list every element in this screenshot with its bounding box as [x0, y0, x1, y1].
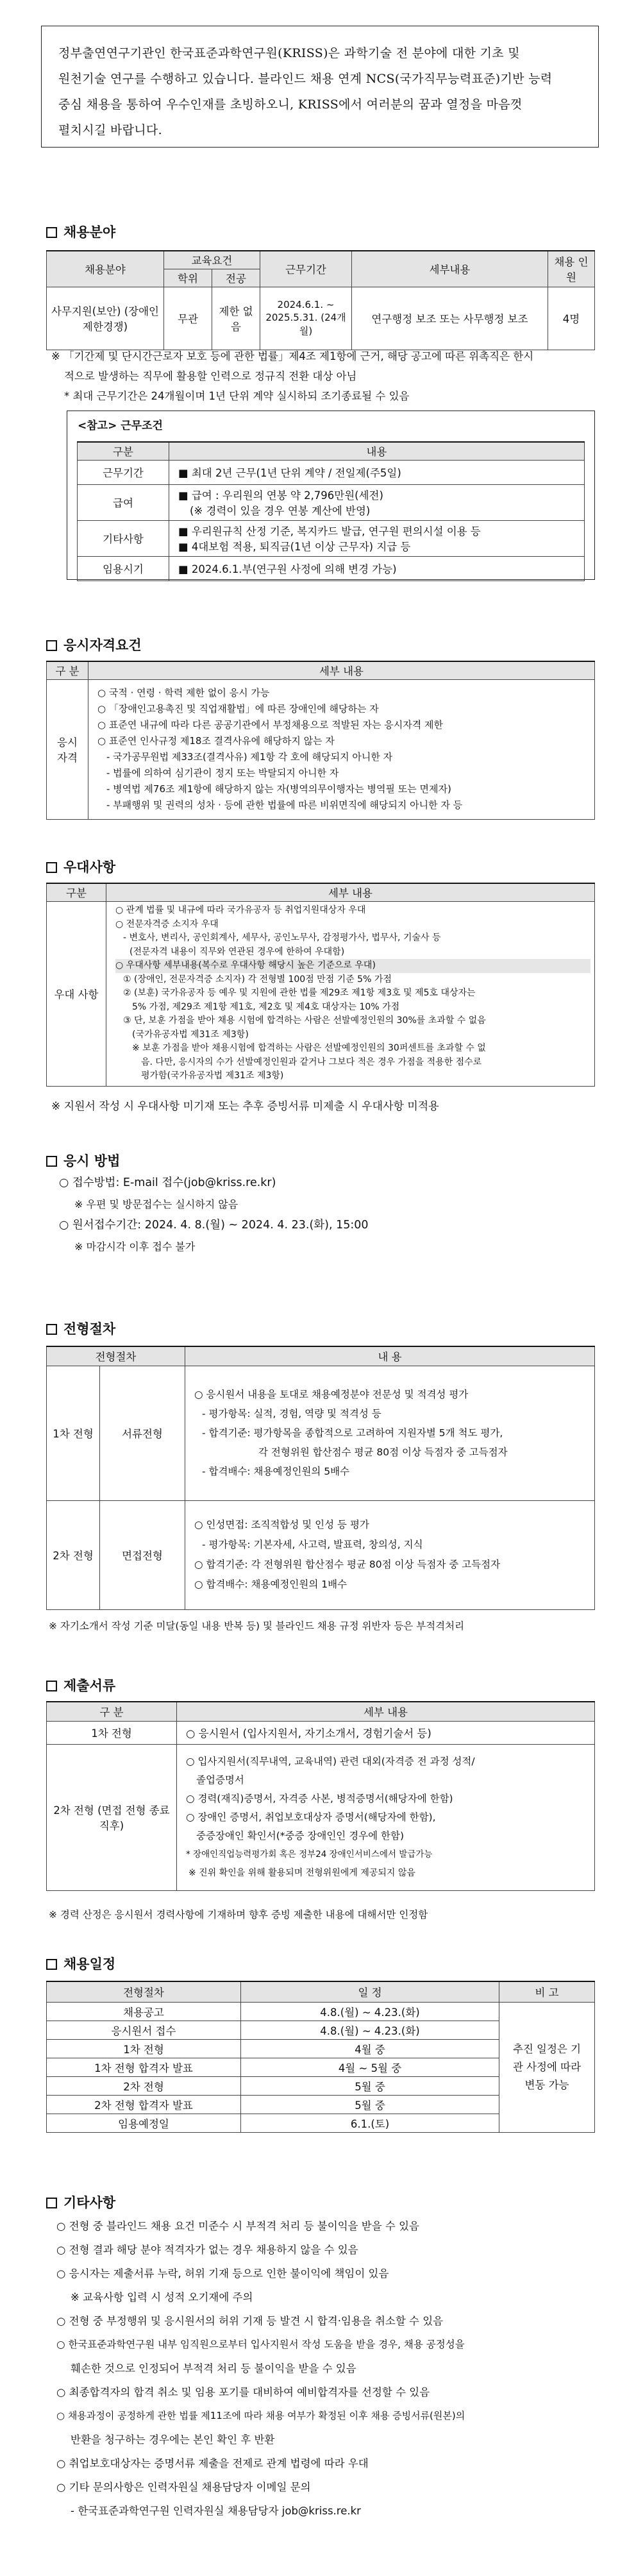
note-line: 적으로 발생하는 직무에 활용할 인력으로 정규직 전환 대상 아님 — [64, 370, 357, 382]
docs-stage1-detail: ○ 응시원서 (입사지원서, 자기소개서, 경험기술서 등) — [177, 1721, 595, 1744]
th-schedule-remark: 비 고 — [499, 1981, 595, 2002]
th-docs-kind: 구 분 — [47, 1702, 177, 1721]
section-title-field: 채용분야 — [46, 222, 115, 241]
th-process-step: 전형절차 — [47, 1346, 185, 1366]
etc-line: ○ 전형 결과 해당 분야 적격자가 없는 경우 채용하지 않을 수 있음 — [56, 2244, 358, 2256]
cond-value: ■ 급여 : 우리원의 연봉 약 2,796만원(세전) (※ 경력이 있을 경우 연봉 계산에 반영) — [169, 484, 585, 520]
schedule-date: 4월 중 — [241, 2039, 499, 2058]
th-docs-detail: 세부 내용 — [177, 1702, 595, 1721]
schedule-step: 1차 전형 합격자 발표 — [47, 2058, 241, 2076]
th-process-detail: 내 용 — [185, 1346, 595, 1366]
cell-detail: 연구행정 보조 또는 사무행정 보조 — [352, 287, 548, 350]
checkbox-icon — [46, 1681, 57, 1691]
pref-label: 우대 사항 — [47, 901, 106, 1086]
schedule-step: 2차 전형 합격자 발표 — [47, 2095, 241, 2114]
stage1-detail: ○ 응시원서 내용을 토대로 채용예정분야 전문성 및 적격성 평가 - 평가항목: 실적, 경험, 역량 및 적격성 등 - 합격기준: 평가항목을 종합적으로 고려하여 지원자별 5개 척도 평가, 각 전형위원 합산점수 평균 80점 이상 득점자 중 고득점자 - 합격배수: 채용예정인원의 5배수 — [185, 1366, 595, 1500]
schedule-date: 4.8.(월) ~ 4.23.(화) — [241, 2002, 499, 2021]
section-title-process: 전형절차 — [46, 1319, 115, 1338]
cell-degree: 무관 — [164, 287, 212, 350]
cond-value: ■ 2024.6.1.부(연구원 사정에 의해 변경 가능) — [169, 556, 585, 580]
etc-line: ○ 한국표준과학연구원 내부 임직원으로부터 입사지원서 작성 도움을 받을 경우, 채용 공정성을 — [56, 2339, 465, 2350]
th-field: 채용분야 — [47, 251, 164, 287]
stage2-label: 2차 전형 — [47, 1500, 100, 1609]
cond-key: 근무기간 — [78, 460, 169, 484]
conditions-title: <참고> 근무조건 — [78, 419, 163, 432]
intro-line: 원천기술 연구를 수행하고 있습니다. 블라인드 채용 연계 NCS(국가직무능력표준)기반 능력 — [58, 72, 553, 86]
th-count: 채용 인원 — [548, 251, 595, 287]
th-pref-detail: 세부 내용 — [106, 883, 595, 901]
th-schedule-step: 전형절차 — [47, 1981, 241, 2002]
th-schedule-date: 일 정 — [241, 1981, 499, 2002]
etc-line: - 한국표준과학연구원 인력자원실 채용담당자 job@kriss.re.kr — [71, 2505, 361, 2517]
conditions-table — [77, 441, 585, 581]
pref-note: ※ 지원서 작성 시 우대사항 미기재 또는 추후 증빙서류 미제출 시 우대사항 미적용 — [51, 1100, 439, 1113]
th-degree: 학위 — [164, 269, 212, 287]
th-pref-kind: 구분 — [47, 883, 106, 901]
field-table — [46, 250, 595, 350]
section-title-pref: 우대사항 — [46, 857, 115, 876]
docs-stage2-label: 2차 전형 (면접 전형 종료 직후) — [47, 1744, 177, 1890]
etc-line: ○ 전형 중 블라인드 채용 요건 미준수 시 부적격 처리 등 불이익을 받을 수 있음 — [56, 2220, 419, 2232]
cell-major: 제한 없음 — [212, 287, 260, 350]
pref-detail: ○ 관계 법률 및 내규에 따라 국가유공자 등 취업지원대상자 우대 ○ 전문자격증 소지자 우대 - 변호사, 변리사, 공인회계사, 세무사, 공인노무사, 감정평가사, 법무사, 기술사 등 (전문자격 내용이 직무와 연관된 경우에 한하여 우대함) ○ 우대사항 세부내용(복수로 우대사항 해당시 높은 기준으로 우대) ① (장애인, 전문자격증 소지자) 각 전형별 100점 만점 기준 5% 가점 ② (보훈) 국가유공자 등 예우 및 지원에 관한 법률 제29조 제1항 제3호 및 제5호 대상자는 5% 가점, 제29조 제1항 제1호, 제2호 및 제4호 대상자는 10% 가점 ③ 단, 보훈 가점을 받아 채용 시험에 합격하는 사람은 선발예정인원의 30%를 초과할 수 없음 (국가유공자법 제31조 제3항) ※ 보훈 가점을 받아 채용시험에 합격하는 사람은 선발예정인원의 30퍼센트를 초과할 수 없 음. 다만, 응시자의 수가 선발예정인원과 같거나 그보다 적은 경우 가점을 적용한 점수로 평가함(국가유공자법 제31조 제3항) — [106, 901, 595, 1086]
apply-line: ○ 원서접수기간: 2024. 4. 8.(월) ~ 2024. 4. 23.(화), 15:00 — [59, 1219, 369, 1232]
th-period: 근무기간 — [260, 251, 352, 287]
process-table — [46, 1346, 595, 1610]
schedule-date: 6.1.(토) — [241, 2114, 499, 2132]
checkbox-icon — [46, 1324, 57, 1335]
apply-line: ※ 마감시각 이후 접수 불가 — [74, 1241, 196, 1253]
schedule-step: 응시원서 접수 — [47, 2021, 241, 2039]
schedule-remark: 추진 일정은 기관 사정에 따라 변동 가능 — [499, 2002, 595, 2132]
cell-period: 2024.6.1. ~ 2025.5.31. (24개월) — [260, 287, 352, 350]
stage1-name: 서류전형 — [100, 1366, 185, 1500]
apply-list — [59, 1173, 598, 1257]
stage1-label: 1차 전형 — [47, 1366, 100, 1500]
note-line: * 최대 근무기간은 24개월이며 1년 단위 계약 실시하되 조기종료될 수 있음 — [64, 390, 410, 402]
th-detail: 세부내용 — [352, 251, 548, 287]
stage2-name: 면접전형 — [100, 1500, 185, 1609]
apply-line: ○ 접수방법: E-mail 접수(job@kriss.re.kr) — [59, 1176, 276, 1189]
apply-line: ※ 우편 및 방문접수는 실시하지 않음 — [74, 1198, 238, 1210]
section-title-schedule: 채용일정 — [46, 1954, 115, 1973]
docs-note: ※ 경력 산정은 응시원서 경력사항에 기재하며 향후 증빙 제출한 내용에 대해서만 인정함 — [49, 1909, 428, 1920]
etc-line: ○ 응시자는 제출서류 누락, 허위 기재 등으로 인한 불이익에 책임이 있음 — [56, 2267, 389, 2280]
intro-line: 중심 채용을 통하여 우수인재를 초빙하오니, KRISS에서 여러분의 꿈과 열정을 마음껏 — [58, 97, 523, 112]
checkbox-icon — [46, 2198, 57, 2208]
intro-box — [41, 26, 599, 148]
docs-table — [46, 1701, 595, 1891]
section-title-qual: 응시자격요건 — [46, 635, 142, 654]
etc-line: 반환을 청구하는 경우에는 본인 확인 후 반환 — [71, 2434, 275, 2446]
field-notes — [51, 346, 603, 406]
checkbox-icon — [46, 1959, 57, 1970]
section-title-docs: 제출서류 — [46, 1675, 115, 1695]
schedule-step: 채용공고 — [47, 2002, 241, 2021]
cond-key: 급여 — [78, 484, 169, 520]
cond-key: 임용시기 — [78, 556, 169, 580]
cell-count: 4명 — [548, 287, 595, 350]
cell-field: 사무지원(보안) (장애인 제한경쟁) — [47, 287, 164, 350]
docs-stage1-label: 1차 전형 — [47, 1721, 177, 1744]
qual-detail: ○ 국적 · 연령 · 학력 제한 없이 응시 가능 ○ 「장애인고용촉진 및 직업재활법」에 따른 장애인에 해당하는 자 ○ 표준연 내규에 따라 다른 공공기관에서 부정채용으로 적발된 자는 응시자격 제한 ○ 표준연 인사규정 제18조 결격사유에 해당하지 않는 자 - 국가공무원법 제33조(결격사유) 제1항 각 호에 해당되지 아니한 자 - 법률에 의하여 심기관이 정지 또는 박탈되지 아니한 자 - 병역법 제76조 제1항에 해당하지 않는 자(병역의무이행자는 병역필 또는 면제자) - 부패행위 및 권력의 성차 · 등에 관한 법률에 따른 비위면직에 해당되지 아니한 자 등 — [88, 679, 595, 819]
section-title-apply: 응시 방법 — [46, 1151, 120, 1170]
stage2-detail: ○ 인성면접: 조직적합성 및 인성 등 평가 - 평가항목: 기본자세, 사고력, 발표력, 창의성, 지식 ○ 합격기준: 각 전형위원 합산점수 평균 80점 이상 득점자 중 고득점자 ○ 합격배수: 채용예정인원의 1배수 — [185, 1500, 595, 1609]
schedule-step: 1차 전형 — [47, 2039, 241, 2058]
checkbox-icon — [46, 640, 57, 651]
etc-line: ○ 기타 문의사항은 인력자원실 채용담당자 이메일 문의 — [56, 2481, 311, 2493]
schedule-date: 5월 중 — [241, 2076, 499, 2095]
cond-key: 기타사항 — [78, 520, 169, 556]
cond-value: ■ 우리원규칙 산정 기준, 복지카드 발급, 연구원 편의시설 이용 등 ■ 4대보험 적용, 퇴직금(1년 이상 근무자) 지급 등 — [169, 520, 585, 556]
schedule-date: 4월 ~ 5월 중 — [241, 2058, 499, 2076]
cond-value: ■ 최대 2년 근무(1년 단위 계약 / 전일제(주5일) — [169, 460, 585, 484]
etc-line: 훼손한 것으로 인정되어 부적격 처리 등 불이익을 받을 수 있음 — [71, 2362, 356, 2375]
note-line: ※ 「기간제 및 단시간근로자 보호 등에 관한 법률」제4조 제1항에 근거, 해당 공고에 따른 위촉직은 한시 — [51, 350, 534, 362]
schedule-date: 5월 중 — [241, 2095, 499, 2114]
checkbox-icon — [46, 227, 57, 238]
pref-table — [46, 883, 595, 1087]
etc-line: ○ 전형 중 부정행위 및 응시원서의 허위 기재 등 발견 시 합격·임용을 취소할 수 있음 — [56, 2315, 444, 2327]
schedule-table — [46, 1981, 595, 2133]
etc-line: ※ 교육사항 입력 시 성적 오기재에 주의 — [71, 2291, 253, 2303]
etc-line: ○ 취업보호대상자는 증명서류 제출을 전제로 관계 법령에 따라 우대 — [56, 2457, 369, 2470]
th-edu: 교육요건 — [164, 251, 260, 269]
qual-table — [46, 661, 595, 820]
qual-label: 응시 자격 — [47, 679, 88, 819]
intro-line: 정부출연연구기관인 한국표준과학연구원(KRISS)은 과학기술 전 분야에 대한 기초 및 — [58, 46, 520, 60]
process-note: ※ 자기소개서 작성 기준 미달(동일 내용 반복 등) 및 블라인드 채용 규정 위반자 등은 부적격처리 — [49, 1620, 465, 1632]
th-qual-detail: 세부 내용 — [88, 661, 595, 679]
schedule-step: 2차 전형 — [47, 2076, 241, 2095]
th-cond-value: 내용 — [169, 442, 585, 460]
schedule-step: 임용예정일 — [47, 2114, 241, 2132]
th-qual-kind: 구 분 — [47, 661, 88, 679]
intro-line: 펼치시길 바랍니다. — [58, 123, 162, 137]
checkbox-icon — [46, 1156, 57, 1167]
etc-line: ○ 채용과정이 공정하게 관한 법률 제11조에 따라 채용 여부가 확정된 이후 채용 증빙서류(원본)의 — [56, 2410, 465, 2421]
th-cond-key: 구분 — [78, 442, 169, 460]
docs-stage2-detail: ○ 입사지원서(직무내역, 교육내역) 관련 대외(자격증 전 과정 성적/ 졸업증명서 ○ 경력(재직)증명서, 자격증 사본, 병적증명서(해당자에 한함) ○ 장애인 증명서, 취업보호대상자 증명서(해당자에 한함), 중증장애인 확인서(*중증 장애인인 경우에 한함) * 장애인직업능력평가회 혹은 정부24 장애인서비스에서 발급가능 ※ 진위 확인을 위해 활용되며 전형위원에게 제공되지 않음 — [177, 1744, 595, 1890]
etc-line: ○ 최종합격자의 합격 취소 및 임용 포기를 대비하여 예비합격자를 선정할 수 있음 — [56, 2386, 430, 2398]
section-title-etc: 기타사항 — [46, 2192, 115, 2212]
schedule-date: 4.8.(월) ~ 4.23.(화) — [241, 2021, 499, 2039]
th-major: 전공 — [212, 269, 260, 287]
etc-list — [56, 2214, 608, 2523]
checkbox-icon — [46, 862, 57, 873]
